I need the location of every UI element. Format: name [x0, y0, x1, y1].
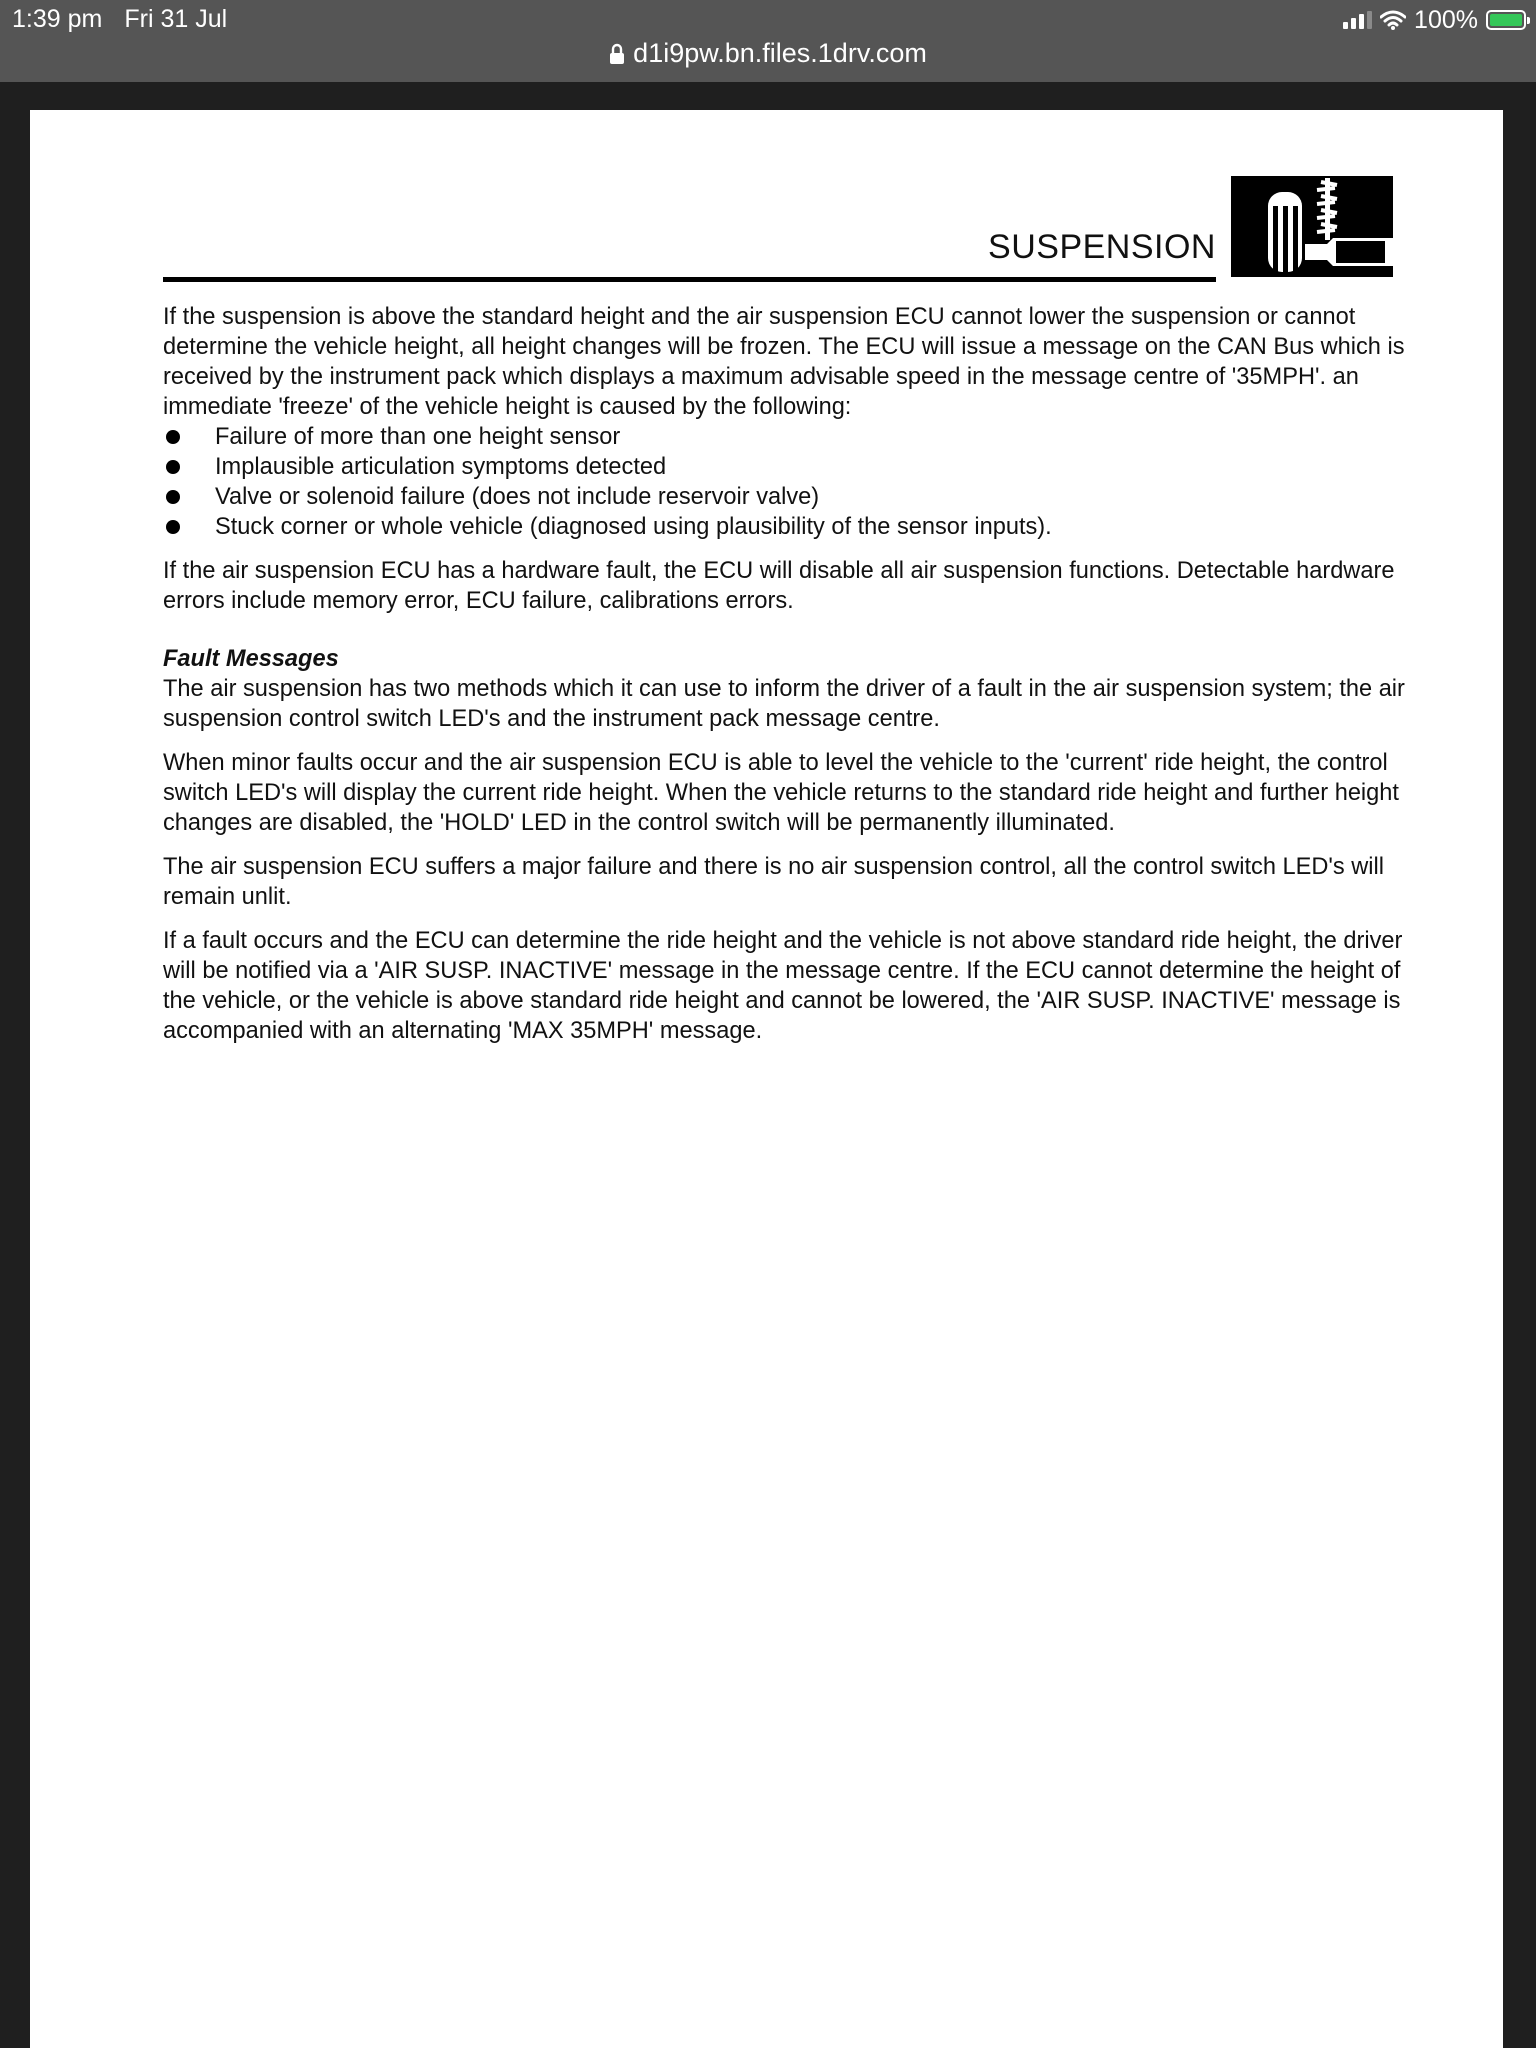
- list-item: Stuck corner or whole vehicle (diagnosed using plausibility of the sensor inputs).: [163, 512, 1428, 542]
- status-date: Fri 31 Jul: [124, 5, 228, 33]
- list-item: Valve or solenoid failure (does not include reservoir valve): [163, 482, 1428, 512]
- list-item: Failure of more than one height sensor: [163, 422, 1428, 452]
- fault-messages-heading: Fault Messages: [163, 646, 339, 672]
- fault-paragraph: The air suspension ECU suffers a major failure and there is no air suspension control, all the control switch LED's will remain unlit.: [163, 854, 1385, 910]
- status-clock: 1:39 pm: [12, 5, 103, 33]
- document-header: [163, 178, 1216, 282]
- document-body: [163, 302, 1428, 1060]
- battery-percent: 100%: [1414, 5, 1478, 34]
- browser-top-bar: [0, 0, 1536, 82]
- hardware-fault-paragraph: If the air suspension ECU has a hardware fault, the ECU will disable all air suspension functions. Detectable hardware errors include memory error, ECU failure, calibrations errors.: [163, 558, 1395, 614]
- battery-charging-icon: [1486, 10, 1526, 30]
- fault-paragraph: The air suspension has two methods which it can use to inform the driver of a fault in the air suspension system; the air suspension control switch LED's and the instrument pack message centre.: [163, 676, 1405, 732]
- intro-paragraph: If the suspension is above the standard height and the air suspension ECU cannot lower the suspension or cannot determine the vehicle height, all height changes will be frozen. The ECU will issue a message on the CAN Bus which is received by the instrument pack which displays a maximum advisable speed in the message centre of '35MPH'. an immediate 'freeze' of the vehicle height is caused by the following:: [163, 304, 1405, 420]
- suspension-icon: [1231, 176, 1393, 277]
- freeze-causes-list: [163, 422, 1428, 542]
- address-bar[interactable]: [0, 38, 1536, 69]
- header-rule: [163, 277, 1216, 282]
- fault-paragraph: When minor faults occur and the air suspension ECU is able to level the vehicle to the 'current' ride height, the control switch LED's will display the current ride height. When the vehicle returns to the standard ride height and further height changes are disabled, the 'HOLD' LED in the control switch will be permanently illuminated.: [163, 750, 1399, 836]
- section-title: SUSPENSION: [988, 228, 1216, 266]
- fault-paragraph: If a fault occurs and the ECU can determine the ride height and the vehicle is not above standard ride height, the driver will be notified via a 'AIR SUSP. INACTIVE' message in the message centre. If the ECU cannot determine the height of the vehicle, or the vehicle is above standard ride height and cannot be lowered, the 'AIR SUSP. INACTIVE' message is accompanied with an alternating 'MAX 35MPH' message.: [163, 928, 1403, 1044]
- list-item: Implausible articulation symptoms detected: [163, 452, 1428, 482]
- wifi-icon: [1380, 10, 1406, 30]
- status-indicators: [1343, 4, 1526, 36]
- lock-icon: [609, 43, 625, 65]
- status-time: [12, 5, 227, 34]
- url-text: d1i9pw.bn.files.1drv.com: [633, 38, 927, 68]
- cellular-signal-icon: [1343, 11, 1372, 29]
